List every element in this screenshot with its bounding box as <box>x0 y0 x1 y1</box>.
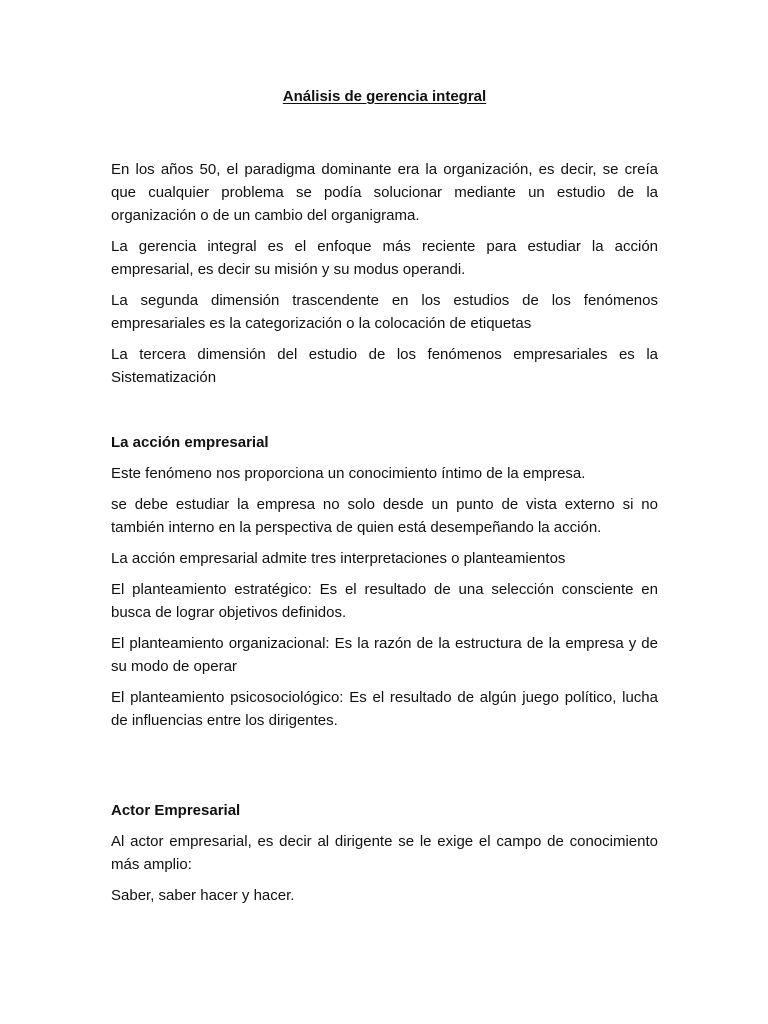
intro-paragraph-1: En los años 50, el paradigma dominante era la organización, es decir, se creía que cualquier problema se podía solucionar mediante un estudio de la organización o de un cambio del organigrama. <box>111 161 658 224</box>
document-title-text: Análisis de gerencia integral <box>282 88 487 105</box>
intro-paragraph-3: La segunda dimensión trascendente en los estudios de los fenómenos empresariales es la categorización o la colocación de etiquetas <box>111 292 658 332</box>
document-title <box>111 86 658 108</box>
accion-paragraph-6: El planteamiento psicosociológico: Es el resultado de algún juego político, lucha de influencias entre los dirigentes. <box>111 689 658 729</box>
intro-paragraph-2: La gerencia integral es el enfoque más reciente para estudiar la acción empresarial, es decir su misión y su modus operandi. <box>111 238 658 278</box>
actor-empresarial-heading: Actor Empresarial <box>111 802 241 819</box>
actor-paragraph-2: Saber, saber hacer y hacer. <box>111 887 295 904</box>
accion-empresarial-heading: La acción empresarial <box>111 434 269 451</box>
accion-paragraph-5: El planteamiento organizacional: Es la razón de la estructura de la empresa y de su modo de operar <box>111 635 658 675</box>
accion-paragraph-3: La acción empresarial admite tres interpretaciones o planteamientos <box>111 550 566 567</box>
intro-paragraph-4: La tercera dimensión del estudio de los fenómenos empresariales es la Sistematización <box>111 346 658 386</box>
accion-paragraph-1: Este fenómeno nos proporciona un conocimiento íntimo de la empresa. <box>111 465 586 482</box>
intro-section <box>111 158 658 389</box>
document-body <box>111 86 658 915</box>
accion-empresarial-section <box>111 431 658 732</box>
actor-paragraph-1: Al actor empresarial, es decir al dirigente se le exige el campo de conocimiento más amplio: <box>111 833 658 873</box>
accion-paragraph-4: El planteamiento estratégico: Es el resultado de una selección consciente en busca de lograr objetivos definidos. <box>111 581 658 621</box>
accion-paragraph-2: se debe estudiar la empresa no solo desde un punto de vista externo si no también interno en la perspectiva de quien está desempeñando la acción. <box>111 496 658 536</box>
actor-empresarial-section <box>111 799 658 907</box>
